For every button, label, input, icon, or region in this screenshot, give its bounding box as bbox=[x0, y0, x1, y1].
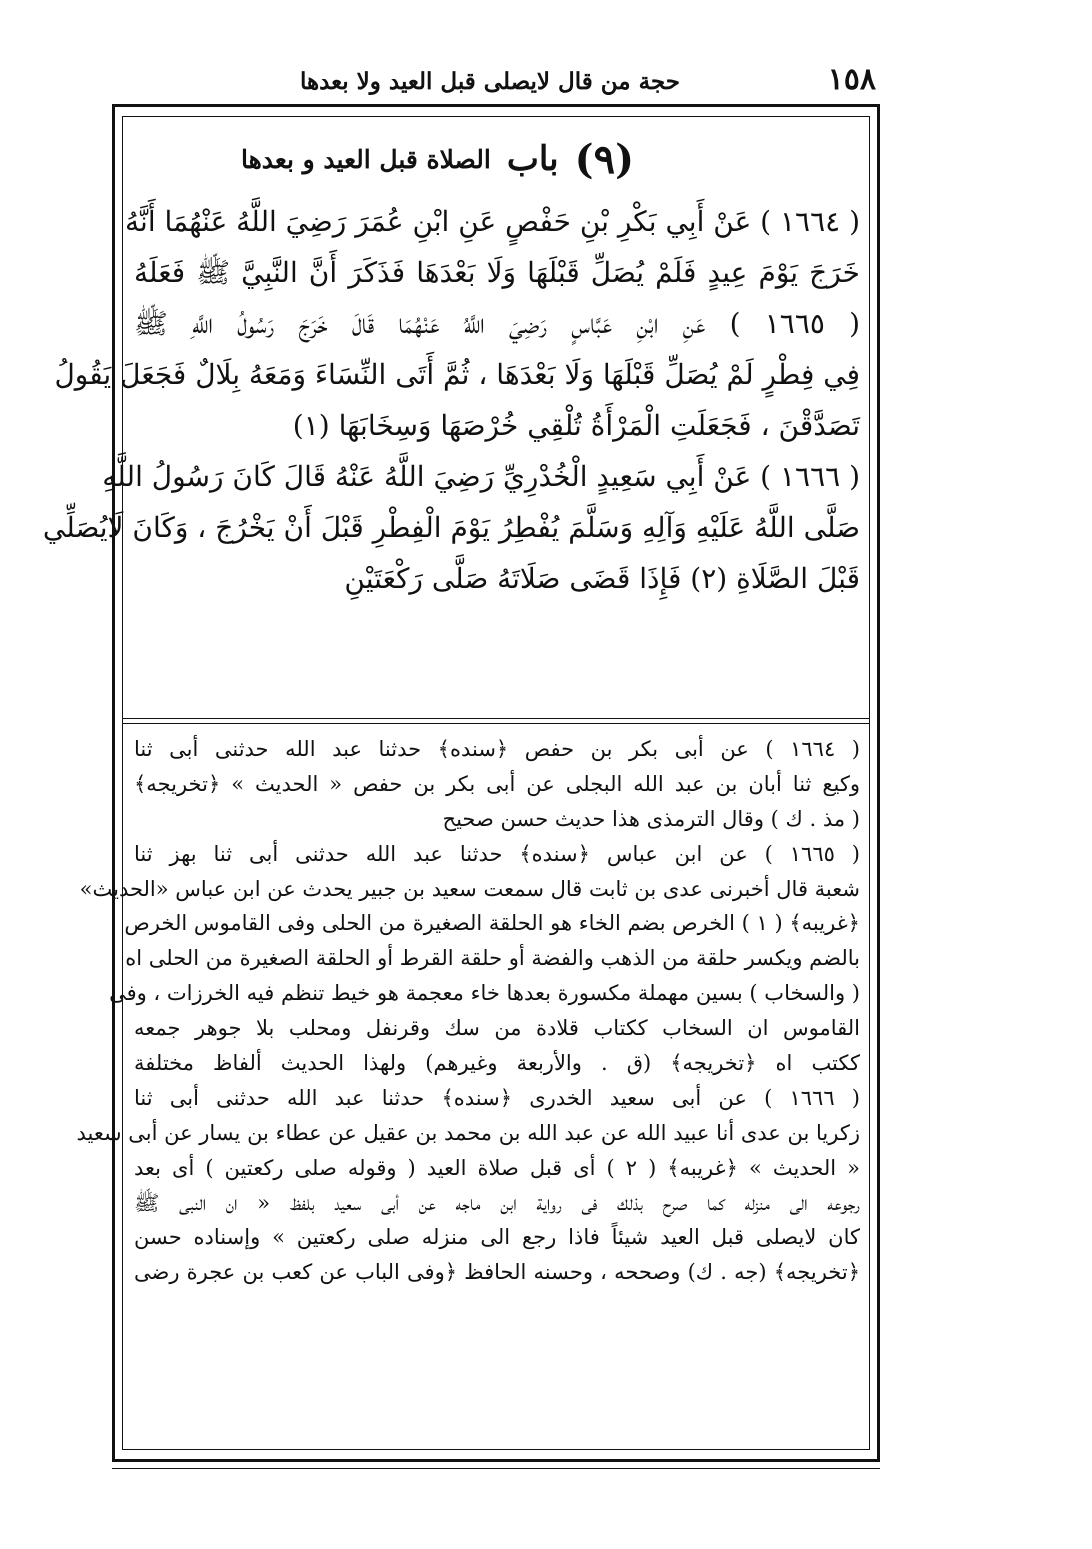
commentary-text bbox=[76, 732, 860, 1290]
page-header bbox=[118, 60, 880, 104]
hadith-line: قَبْلَ الصَّلَاةِ (٢) فَإِذَا قَضَى صَلَاتَهُ صَلَّى رَكْعَتَيْنِ bbox=[344, 562, 860, 595]
running-title: حجة من قال لايصلى قبل العيد ولا بعدها bbox=[299, 68, 680, 95]
chapter-heading bbox=[140, 128, 735, 190]
commentary-line: ( ١٦٦٥ ) عن ابن عباس ﴿سنده﴾ حدثنا عبد الله حدثنى أبى ثنا بهز ثنا bbox=[134, 841, 860, 866]
hadith-line: تَصَدَّقْنَ ، فَجَعَلَتِ الْمَرْأَةُ تُلْقِي خُرْصَهَا وَسِخَابَهَا (١) bbox=[292, 409, 860, 442]
commentary-line: « الحديث » ﴿غريبه﴾ ( ٢ ) أى قبل صلاة العيد ( وقوله صلى ركعتين ) أى بعد bbox=[134, 1155, 860, 1180]
commentary-line: ( ١٦٦٦ ) عن أبى سعيد الخدرى ﴿سنده﴾ حدثنا عبد الله حدثنى أبى ثنا bbox=[134, 1085, 860, 1110]
commentary-line: ( ١٦٦٤ ) عن أبى بكر بن حفص ﴿سنده﴾ حدثنا عبد الله حدثنى أبى ثنا bbox=[134, 737, 860, 761]
commentary-line: وكيع ثنا أبان بن عبد الله البجلى عن أبى بكر بن حفص « الحديث » ﴿تخريجه﴾ bbox=[134, 771, 860, 796]
bottom-rule bbox=[112, 1468, 880, 1469]
commentary-line: شعبة قال أخبرنى عدى بن ثابت قال سمعت سعيد بن جبير يحدث عن ابن عباس «الحديث» bbox=[79, 876, 860, 901]
hadith-line: ( ١٦٦٦ ) عَنْ أَبِي سَعِيدٍ الْخُدْرِيِّ رَضِيَ اللَّهُ عَنْهُ قَالَ كَانَ رَسُولُ اللَّهِ bbox=[102, 460, 860, 493]
hadith-line: فِي فِطْرٍ لَمْ يُصَلِّ قَبْلَهَا وَلَا بَعْدَهَا ، ثُمَّ أَتَى النِّسَاءَ وَمَعَهُ بِلَالٌ فَجَعَلَ يَقُولُ bbox=[54, 358, 860, 391]
commentary-line: ﴿غريبه﴾ ( ١ ) الخرص بضم الخاء هو الحلقة الصغيرة من الحلى وفى القاموس الخرص bbox=[124, 911, 860, 936]
hadith-line: ( ١٦٦٤ ) عَنْ أَبِي بَكْرِ بْنِ حَفْصٍ عَنِ ابْنِ عُمَرَ رَضِيَ اللَّهُ عَنْهُمَا أَنَّهُ bbox=[125, 205, 860, 238]
section-divider bbox=[122, 718, 870, 724]
page-number: ١٥٨ bbox=[827, 62, 876, 97]
hadith-line: صَلَّى اللَّهُ عَلَيْهِ وَآلِهِ وَسَلَّمَ يُفْطِرُ يَوْمَ الْفِطْرِ قَبْلَ أَنْ يَخْرُجَ ، وَكَانَ لَايُصَلِّي bbox=[42, 511, 860, 544]
chapter-title: الصلاة قبل العيد و بعدها bbox=[241, 144, 491, 174]
commentary-line: القاموس ان السخاب ككتاب قلادة من سك وقرنفل ومحلب بلا جوهر جمعه bbox=[134, 1016, 860, 1041]
commentary-line: زكريا بن عدى أنا عبيد الله عن عبد الله بن محمد بن عقيل عن عطاء بن يسار عن أبى سعيد bbox=[76, 1120, 860, 1145]
hadith-line: خَرَجَ يَوْمَ عِيدٍ فَلَمْ يُصَلِّ قَبْلَهَا وَلَا بَعْدَهَا فَذَكَرَ أَنَّ النَّبِيَّ ﷺ فَعَلَهُ bbox=[134, 256, 860, 289]
hadith-text bbox=[42, 196, 860, 604]
hadith-line: ( ١٦٦٥ ) عَنِ ابْنِ عَبَّاسٍ رَضِيَ اللَّهُ عَنْهُمَا قَالَ خَرَجَ رَسُولُ اللَّهِ ﷺ bbox=[134, 307, 860, 340]
commentary-line: رجوعه الى منزله كما صرح بذلك فى رواية ابن ماجه عن أبى سعيد بلفظ « ان النبى ﷺ bbox=[134, 1190, 860, 1215]
commentary-line: بالضم ويكسر حلقة من الذهب والفضة أو حلقة القرط أو الحلقة الصغيرة من الحلى اه bbox=[125, 946, 860, 971]
chapter-label: باب bbox=[506, 139, 559, 179]
commentary-line: ( والسخاب ) بسين مهملة مكسورة بعدها خاء معجمة هو خيط تنظم فيه الخرزات ، وفى bbox=[109, 981, 860, 1006]
commentary-line: كان لايصلى قبل العيد شيئاً فاذا رجع الى منزله صلى ركعتين » وإسناده حسن bbox=[134, 1225, 860, 1250]
commentary-line: ( مذ . ك ) وقال الترمذى هذا حديث حسن صحيح bbox=[442, 806, 860, 831]
commentary-line: ككتب اه ﴿تخريجه﴾ (ق . والأربعة وغيرهم) ولهذا الحديث ألفاظ مختلفة bbox=[134, 1051, 860, 1076]
chapter-number: (٩) bbox=[574, 135, 635, 183]
commentary-line: ﴿تخريجه﴾ (جه . ك) وصححه ، وحسنه الحافظ ﴿وفى الباب عن كعب بن عجرة رضى bbox=[134, 1260, 860, 1285]
